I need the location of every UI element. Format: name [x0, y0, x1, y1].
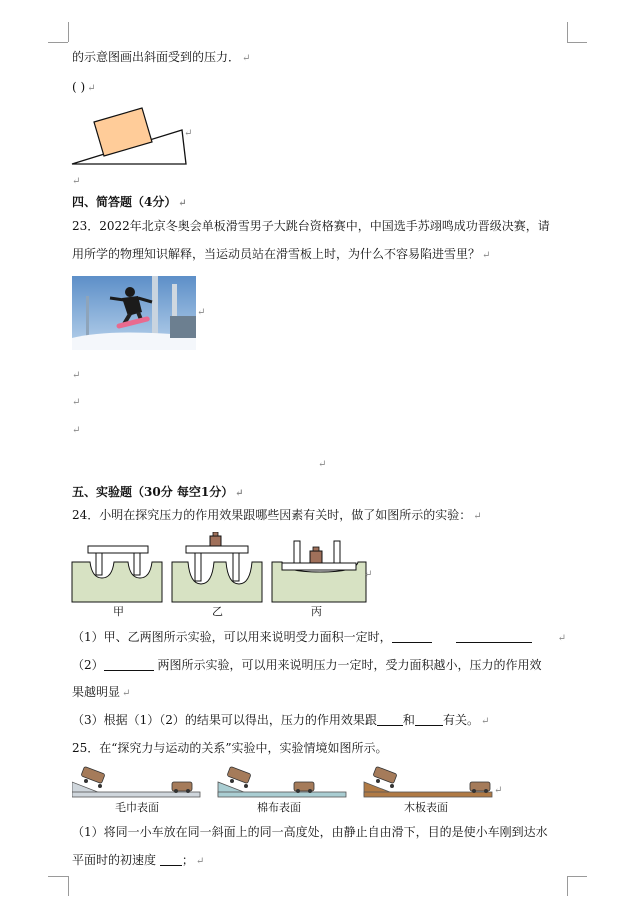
paragraph-mark: ↵ — [318, 459, 327, 470]
answer-blank — [415, 713, 443, 726]
wood-surface-setup — [364, 766, 492, 797]
question-25-text: 25．在“探究力与运动的关系”实验中，实验情境如图所示。 — [72, 741, 388, 755]
setup-jia — [72, 546, 162, 602]
question-25-part1-line2: 平面时的初速度 ； ↵ — [72, 853, 205, 867]
surface-label-wood: 木板表面 — [404, 801, 448, 814]
paragraph-mark: ↵ — [72, 176, 81, 187]
cotton-surface-setup — [218, 766, 346, 797]
surface-label-towel: 毛巾表面 — [115, 801, 159, 814]
question-24-part1: （1）甲、乙两图所示实验，可以用来说明受力面积一定时， ↵ — [72, 630, 567, 644]
paragraph-mark: ↵ — [72, 370, 81, 381]
pressure-experiment-figure — [70, 532, 373, 608]
paragraph-mark: ↵ — [364, 569, 373, 580]
question-23-line1: 23．2022年北京冬奥会单板滑雪男子大跳台资格赛中，中国选手苏翊鸣成功晋级决赛，请 — [72, 219, 550, 233]
motion-experiment-figure — [72, 764, 502, 798]
incline-figure — [70, 104, 200, 168]
corner-mark-bottom-left — [48, 876, 68, 877]
paragraph-mark: ↵ — [184, 128, 193, 139]
answer-blank — [104, 658, 154, 671]
setup-bing — [272, 541, 366, 602]
paragraph-mark: ↵ — [72, 397, 81, 408]
answer-blank — [377, 713, 403, 726]
snowboarder-photo — [72, 276, 196, 350]
figure-label-yi: 乙 — [212, 605, 223, 618]
answer-blank — [456, 630, 532, 643]
answer-bracket: ( ) ↵ — [72, 80, 96, 94]
setup-yi — [172, 532, 262, 602]
figure-label-bing: 丙 — [311, 605, 322, 618]
question-24-part3: （3）根据（1）（2）的结果可以得出，压力的作用效果跟 和 有关。 ↵ — [72, 713, 490, 727]
question-24-part2-line2: 果越明显 ↵ — [72, 685, 131, 699]
surface-label-cotton: 棉布表面 — [257, 801, 301, 814]
towel-surface-setup — [72, 766, 200, 797]
answer-blank — [392, 630, 432, 643]
figure-label-jia: 甲 — [113, 605, 124, 618]
corner-mark-bottom-right — [567, 876, 587, 877]
paragraph-mark: ↵ — [197, 307, 206, 318]
question-23-line2: 用所学的物理知识解释，当运动员站在滑雪板上时，为什么不容易陷进雪里？ ↵ — [72, 247, 491, 261]
section-heading: 五、实验题（30分 每空1分） ↵ — [72, 485, 244, 499]
paragraph-mark: ↵ — [72, 425, 81, 436]
question-25-part1-line1: （1）将同一小车放在同一斜面上的同一高度处，由静止自由滑下，目的是使小车刚到达水 — [72, 825, 548, 839]
corner-mark-top-right — [567, 42, 587, 43]
corner-mark-top-left — [48, 42, 68, 43]
section-heading: 四、简答题（4分） ↵ — [72, 195, 187, 209]
question-24-part2-line1: （2） 两图所示实验，可以用来说明压力一定时，受力面积越小，压力的作用效 — [72, 658, 542, 672]
paragraph-mark: ↵ — [494, 785, 503, 796]
corner-mark-bottom-left — [68, 876, 69, 896]
question-24-text: 24．小明在探究压力的作用效果跟哪些因素有关时，做了如图所示的实验： ↵ — [72, 508, 482, 522]
corner-mark-bottom-right — [567, 876, 568, 896]
corner-mark-top-right — [567, 22, 568, 42]
answer-blank — [160, 853, 182, 866]
question-text-line: 的示意图画出斜面受到的压力． ↵ — [72, 50, 251, 64]
corner-mark-top-left — [68, 22, 69, 42]
